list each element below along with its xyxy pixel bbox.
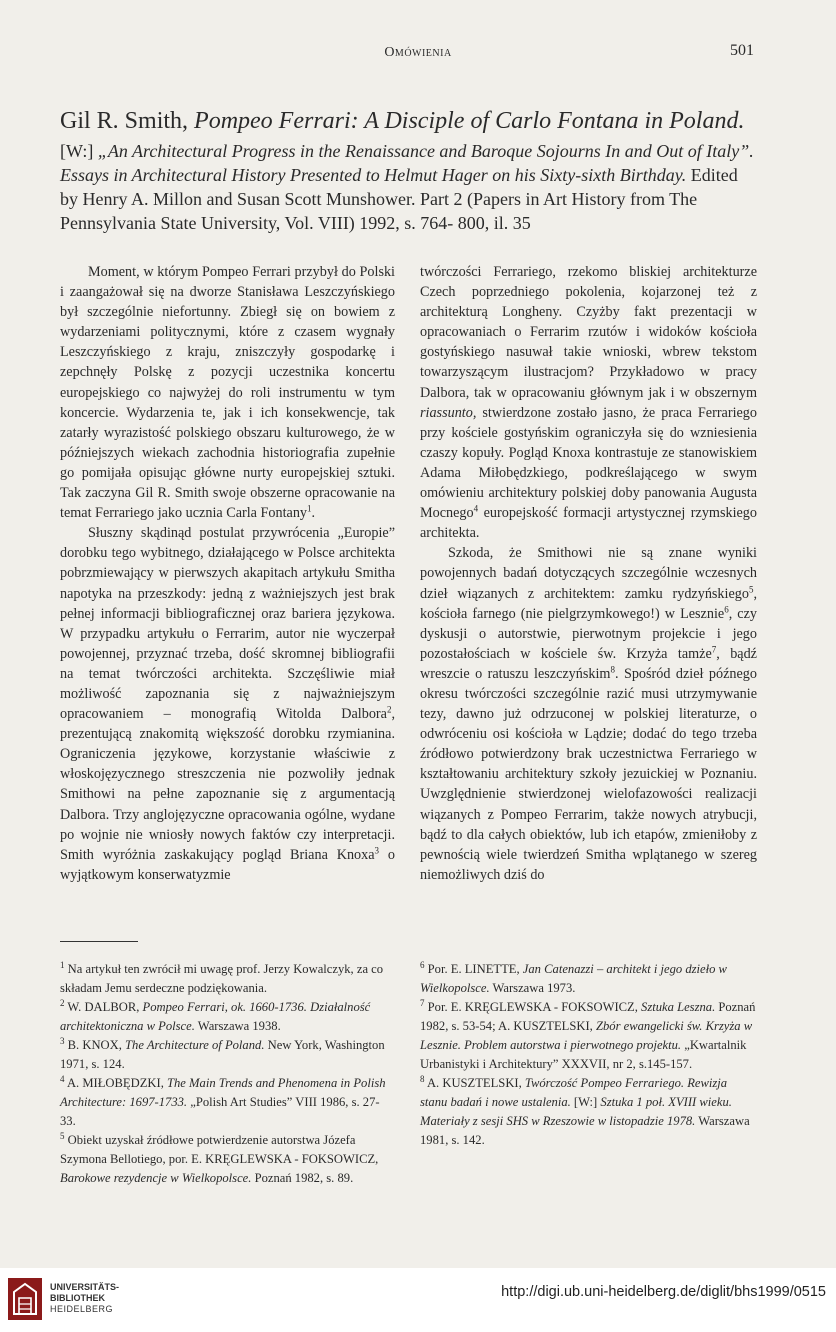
digitization-footer [0, 1268, 836, 1332]
body-column-right [420, 262, 757, 885]
footnotes-left [60, 960, 390, 1188]
paragraph: Moment, w którym Pompeo Ferrari przybył do Polski i zaangażował się na dworze Stanisława Leszczyńskiego był szczególnie niefortunny. Zbiegł się on bowiem z wydarzeniami politycznymi, które z czasem wygnały Leszczyńskiego z kraju, zniszczyły gospodarkę i zepchnęły Polskę z pozycji uczestnika koncertu europejskiego co najwyżej do roli instrumentu w tym koncercie. Wydarzenia te, jak i ich konsekwencje, tak zatarły wyrazistość polskiego obszaru kulturowego, że w późniejszych wiekach zachodnia historiografia zupełnie go pomijała opisując główne nurty europejskiej sztuki. Tak zaczyna Gil R. Smith swoje obszerne opracowanie na temat Ferrariego jako ucznia Carla Fontany$^1$. [60, 264, 395, 522]
paragraph: Słuszny skądinąd postulat przywrócenia „Europie” dorobku tego wybitnego, działającego w Polsce architekta pobrzmiewający w pierwszych akapitach artykułu Smitha napotyka na przeszkody: jedną z ważniejszych jest brak pełnej informacji bibliograficznej oraz bariera językowa. W przypadku artykułu o Ferrarim, autor nie wyczerpał powojennej, przyznać trzeba, dość skromnej bibliografii na temat twórczości architekta. Szczęśliwie miał możliwość zapoznania się z najważniejszym opracowaniem – monografią Witolda Dalbora$^2$, prezentującą znakomitą większość dorobku rzymianina. Ograniczenia językowe, korzystanie właściwie z włoskojęzycznego streszczenia nie pozwoliły jednak Smithowi na pełne zapoznanie się z argumentacją Dalbora. Trzy anglojęzyczne opracowania ogólne, wydane po wojnie nie wniosły nowych faktów czy interpretacji. Smith wyróżnia zaskakujący pogląd Briana Knoxa$^3$ o wyjątkowym konserwatyzmie [60, 525, 395, 883]
bibliographic-details [60, 139, 760, 235]
footnote: $^8$ A. KUSZTELSKI, Twórczość Pompeo Ferrariego. Rewizja stanu badań i nowe ustalenia. [W:] Sztuka 1 poł. XVIII wieku. Materiały z sesji SHS w Rzeszowie w listopadzie 1978. Warszawa 1981, s. 142. [420, 1073, 750, 1147]
footnote: $^2$ W. DALBOR, Pompeo Ferrari, ok. 1660-1736. Działalność architektoniczna w Polsce. Warszawa 1938. [60, 997, 371, 1033]
footnote: $^4$ A. MIŁOBĘDZKI, The Main Trends and Phenomena in Polish Architecture: 1697-1733. „Polish Art Studies” VIII 1986, s. 27-33. [60, 1073, 386, 1128]
footnote: $^6$ Por. E. LINETTE, Jan Catenazzi – architekt i jego dzieło w Wielkopolsce. Warszawa 1973. [420, 959, 727, 995]
footnote: $^7$ Por. E. KRĘGLEWSKA - FOKSOWICZ, Sztuka Leszna. Poznań 1982, s. 53-54; A. KUSZTELSKI, Zbór ewangelicki św. Krzyża w Lesznie. Problem autorstwa i pierwotnego projektu. „Kwartalnik Urbanistyki i Architektury” XXXVII, nr 2, s.145-157. [420, 997, 756, 1071]
footnote-ref[interactable]: 7 [711, 644, 717, 655]
paragraph: Szkoda, że Smithowi nie są znane wyniki powojennych badań dotyczących szczególnie wczesnych dzieł wiązanych z architektem: zamku rydzyńskiego$^5$, kościoła farnego (nie pielgrzymkowego!) w Lesznie$^6$, czy dyskusji o autorstwie, pierwotnym projekcie i jego pozostałościach w kościele św. Krzyża tamże$^7$, bądź wreszcie o ratuszu leszczyńskim$^8$. Spośród dzieł późnego okresu twórczości szczególnie razić musi utrzymywanie tezy, dawno już odrzuconej w polskiej literaturze, o odwróceniu osi kościoła w Lądzie; dodać do tego trzeba źródłowo potwierdzony brak uczestnictwa Ferrariego w kształtowaniu architektury szkoły jezuickiej w Poznaniu. Uwzględnienie stwierdzonej wielofazowości realizacji wiązanych z Pompeo Ferrarim, także nowych atrybucji, bądź to dla całych obiektów, lub ich etapów, zmieniłoby z pewnością wiele twierdzeń Smitha wplątanego w szereg niemożliwych dziś do [420, 545, 757, 883]
publication-details: Edited by Henry A. Millon and Susan Scott Munshower. Part 2 (Papers in Art History from The Pennsylvania State University, Vol. VIII) 1992, s. 764- 800, il. 35 [60, 165, 738, 233]
footnote-rule [60, 941, 138, 942]
review-title-block [60, 105, 760, 235]
library-name: UNIVERSITÄTS- BIBLIOTHEK HEIDELBERG [50, 1282, 120, 1314]
footnote-ref[interactable]: 2 [386, 704, 392, 715]
paragraph: twórczości Ferrariego, rzekomo bliskiej architekturze Czech poprzedniego pokolenia, kojarzonej też z architekturą Longheny. Czyżby fakt prezentacji w opracowaniach o Ferrarim rzutów i widoków kościoła gostyńskiego nasuwał takie wnioski, wbrew tekstom towarzyszącym ilustracjom? Przykładowo w pracy Dalbora, tak w opracowaniu głównym jak i w obszernym riassunto, stwierdzone zostało jasno, że praca Ferrariego przy kościele gostyńskim ograniczyła się do wzniesienia czaszy kopuły. Pogląd Knoxa kontrastuje ze stanowiskiem Adama Miłobędzkiego, podkreślającego w swym omówieniu architektury polskiej doby panowania Augusta Mocnego$^4$ europejskość formacji artystycznej rzymskiego architekta. [420, 264, 757, 542]
page-number: 501 [730, 42, 754, 59]
body-column-left [60, 262, 395, 885]
footnote: $^5$ Obiekt uzyskał źródłowe potwierdzenie autorstwa Józefa Szymona Bellotiego, por. E. KRĘGLEWSKA - FOKSOWICZ, Barokowe rezydencje w Wielkopolsce. Poznań 1982, s. 89. [60, 1130, 379, 1185]
footnote: $^1$ Na artykuł ten zwrócił mi uwagę prof. Jerzy Kowalczyk, za co składam Jemu serdeczne podziękowania. [60, 959, 384, 995]
volume-title: „An Architectural Progress in the Renaissance and Baroque Sojourns In and Out of Italy”. Essays in Architectural History Presented to Helmut Hager on his Sixty-sixth Birthday. [60, 141, 754, 185]
footnote-ref[interactable]: 4 [473, 503, 479, 514]
running-head: Omówienia [384, 45, 452, 60]
footnote-ref[interactable]: 6 [724, 603, 729, 614]
footnote-ref[interactable]: 1 [307, 503, 312, 514]
footnotes-right [420, 960, 757, 1150]
source-url-link[interactable]: http://digi.ub.uni-heidelberg.de/diglit/bhs1999/0515 [501, 1284, 826, 1300]
page-header [0, 40, 836, 64]
author: Gil R. Smith, [60, 108, 195, 134]
footnote-ref[interactable]: 8 [610, 664, 615, 675]
footnote-ref[interactable]: 3 [374, 844, 380, 855]
university-library-logo-icon[interactable] [8, 1278, 42, 1320]
book-title: Pompeo Ferrari: A Disciple of Carlo Fontana in Poland. [194, 108, 745, 134]
footnote: $^3$ B. KNOX, The Architecture of Poland. New York, Washington 1971, s. 124. [60, 1035, 385, 1071]
footnote-ref[interactable]: 5 [748, 583, 754, 594]
in-prefix: [W:] [60, 141, 98, 161]
review-title [60, 105, 760, 137]
